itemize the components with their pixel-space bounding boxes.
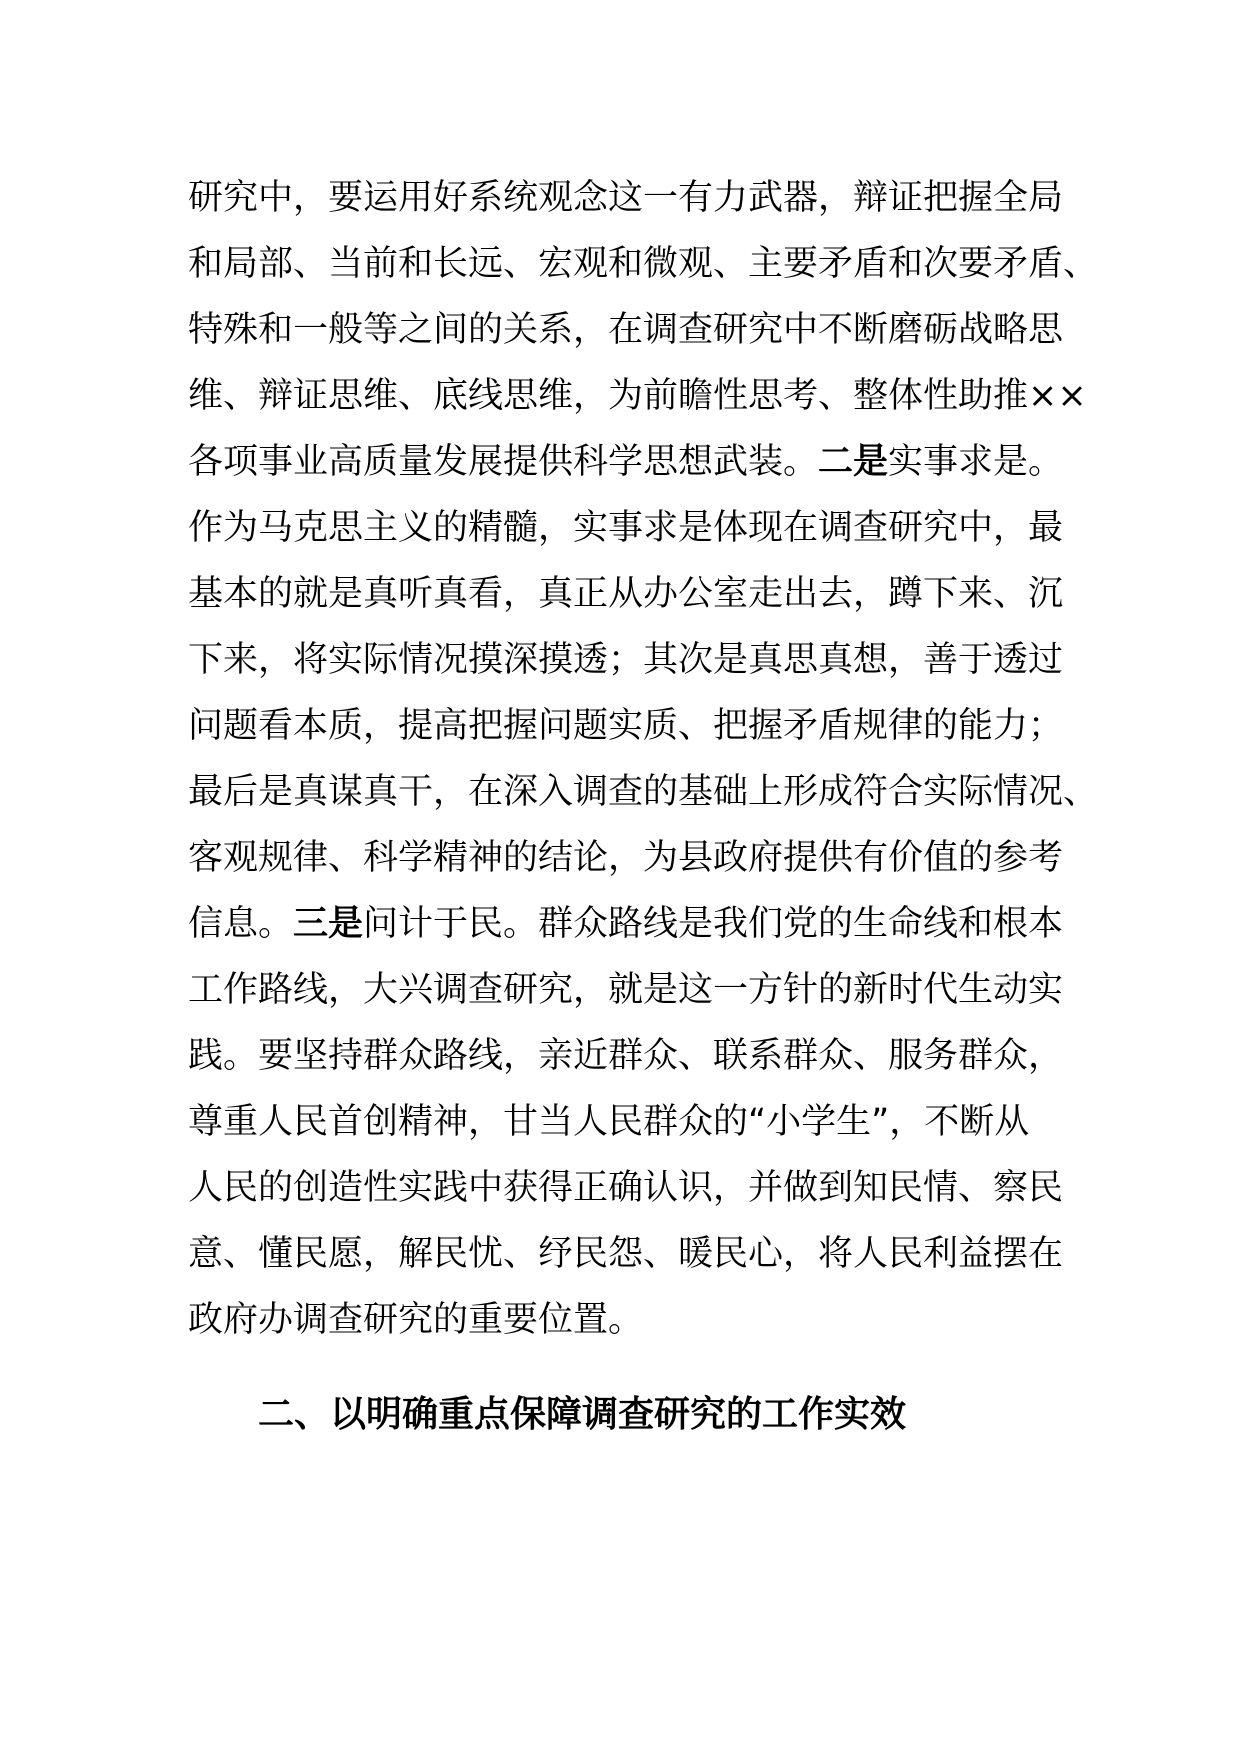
line-text: 尊重人民首创精神，甘当人民群众的“小学生”，不断从 <box>188 1102 1030 1142</box>
text-line <box>188 429 1068 495</box>
text-line <box>188 1155 1068 1221</box>
line-text: 和局部、当前和长远、宏观和微观、主要矛盾和次要矛盾、 <box>188 244 1099 284</box>
text-line <box>188 231 1099 297</box>
line-text: 维、辩证思维、底线思维，为前瞻性思考、整体性助推×× <box>188 376 1087 416</box>
line-text: 践。要坚持群众路线，亲近群众、联系群众、服务群众， <box>188 1036 1064 1076</box>
line-text: 政府办调查研究的重要位置。 <box>188 1300 644 1340</box>
text-line <box>188 363 1087 429</box>
text-line <box>188 495 1068 561</box>
text-line <box>188 693 1068 759</box>
text-line <box>188 825 1068 891</box>
text-line <box>188 561 1068 627</box>
point-marker-third: 三是 <box>293 904 364 944</box>
body-paragraph <box>188 165 1099 1353</box>
line-text: 意、懂民愿，解民忧、纾民怨、暖民心，将人民利益摆在 <box>188 1234 1064 1274</box>
line-text: 信息。 <box>188 904 294 944</box>
line-text: 工作路线，大兴调查研究，就是这一方针的新时代生动实 <box>188 970 1064 1010</box>
line-text: 研究中，要运用好系统观念这一有力武器，辩证把握全局 <box>188 178 1064 218</box>
line-text: 特殊和一般等之间的关系，在调查研究中不断磨砺战略思 <box>188 310 1064 350</box>
line-text: 问计于民。群众路线是我们党的生命线和根本 <box>363 904 1064 944</box>
line-text: 下来，将实际情况摸深摸透；其次是真思真想，善于透过 <box>188 640 1064 680</box>
line-text: 人民的创造性实践中获得正确认识，并做到知民情、察民 <box>188 1168 1064 1208</box>
text-line <box>188 1089 1068 1155</box>
line-text: 各项事业高质量发展提供科学思想武装。 <box>188 442 819 482</box>
text-line <box>188 1221 1068 1287</box>
text-line <box>188 1287 1068 1353</box>
text-line <box>188 297 1068 363</box>
section-heading: 二、以明确重点保障调查研究的工作实效 <box>258 1394 907 1435</box>
point-marker-second: 二是 <box>818 442 889 482</box>
line-text: 客观规律、科学精神的结论，为县政府提供有价值的参考 <box>188 838 1064 878</box>
line-text: 问题看本质，提高把握问题实质、把握矛盾规律的能力； <box>188 706 1064 746</box>
text-line <box>188 957 1068 1023</box>
text-line <box>188 1023 1068 1089</box>
line-text: 实事求是。 <box>888 442 1064 482</box>
text-line <box>188 759 1099 825</box>
line-text: 基本的就是真听真看，真正从办公室走出去，蹲下来、沉 <box>188 574 1064 614</box>
line-text: 最后是真谋真干，在深入调查的基础上形成符合实际情况、 <box>188 772 1099 812</box>
text-line <box>188 165 1068 231</box>
line-text: 作为马克思主义的精髓，实事求是体现在调查研究中，最 <box>188 508 1064 548</box>
text-line <box>188 627 1068 693</box>
text-line <box>188 891 1068 957</box>
